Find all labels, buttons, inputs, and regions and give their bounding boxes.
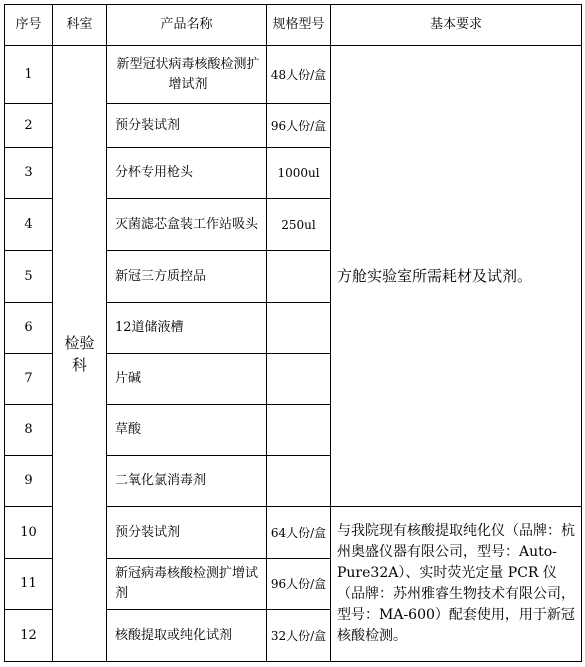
row-name: 核酸提取或纯化试剂 (107, 610, 267, 662)
row-spec: 96人份/盒 (267, 559, 331, 610)
row-spec: 96人份/盒 (267, 104, 331, 148)
row-no: 10 (5, 507, 53, 559)
row-no: 1 (5, 46, 53, 104)
row-spec: 48人份/盒 (267, 46, 331, 104)
requirement-group-1: 方舱实验室所需耗材及试剂。 (331, 46, 582, 507)
row-name: 片碱 (107, 354, 267, 405)
row-name: 二氧化氯消毒剂 (107, 456, 267, 507)
header-dept: 科室 (53, 5, 107, 46)
row-no: 11 (5, 559, 53, 610)
row-no: 4 (5, 199, 53, 251)
row-name: 灭菌滤芯盒装工作站吸头 (107, 199, 267, 251)
row-no: 2 (5, 104, 53, 148)
row-name: 新型冠状病毒核酸检测扩增试剂 (107, 46, 267, 104)
row-name: 新冠三方质控品 (107, 251, 267, 303)
row-spec (267, 354, 331, 405)
row-spec (267, 251, 331, 303)
row-spec: 250ul (267, 199, 331, 251)
header-requirement: 基本要求 (331, 5, 582, 46)
row-spec: 32人份/盒 (267, 610, 331, 662)
row-spec: 64人份/盒 (267, 507, 331, 559)
row-name: 草酸 (107, 405, 267, 456)
header-spec: 规格型号 (267, 5, 331, 46)
row-no: 7 (5, 354, 53, 405)
department-cell: 检验科 (53, 46, 107, 662)
row-name: 新冠病毒核酸检测扩增试剂 (107, 559, 267, 610)
row-no: 5 (5, 251, 53, 303)
row-spec (267, 405, 331, 456)
row-no: 9 (5, 456, 53, 507)
row-name: 分杯专用枪头 (107, 148, 267, 199)
header-name: 产品名称 (107, 5, 267, 46)
row-no: 6 (5, 303, 53, 354)
row-no: 12 (5, 610, 53, 662)
header-row (5, 5, 582, 46)
requirement-group-2: 与我院现有核酸提取纯化仪（品牌：杭州奥盛仪器有限公司，型号：Auto-Pure32A）、实时荧光定量 PCR 仪（品牌：苏州雅睿生物技术有限公司，型号：MA-600）配套使用，用于新冠核酸检测。 (331, 507, 582, 662)
row-name: 预分装试剂 (107, 507, 267, 559)
table-row (5, 46, 582, 104)
procurement-table (4, 4, 582, 662)
row-no: 8 (5, 405, 53, 456)
header-no: 序号 (5, 5, 53, 46)
row-name: 12道储液槽 (107, 303, 267, 354)
row-spec: 1000ul (267, 148, 331, 199)
row-spec (267, 303, 331, 354)
row-no: 3 (5, 148, 53, 199)
row-spec (267, 456, 331, 507)
row-name: 预分装试剂 (107, 104, 267, 148)
